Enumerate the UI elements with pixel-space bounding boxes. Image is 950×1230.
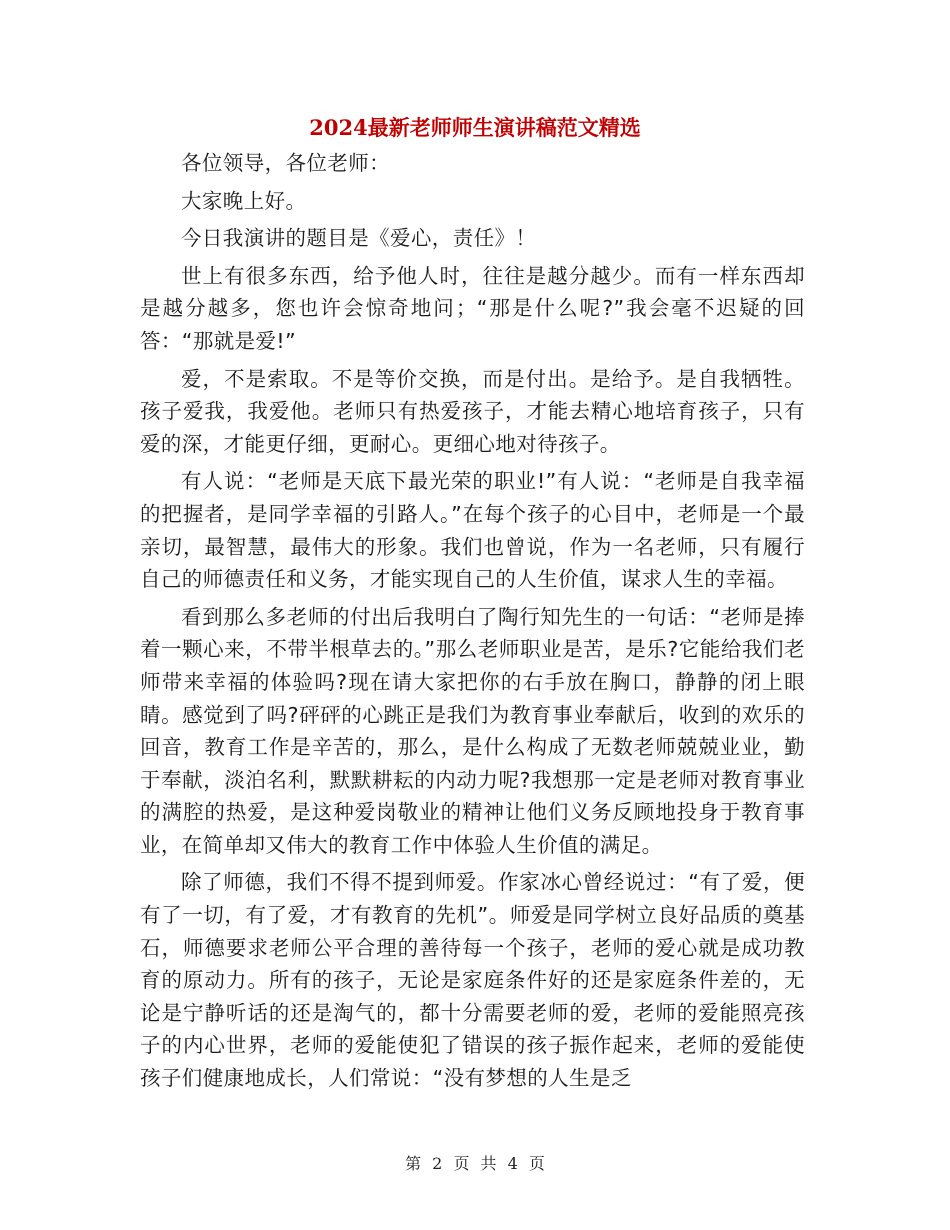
- paragraph: 爱，不是索取。不是等价交换，而是付出。是给予。是自我牺牲。孩子爱我，我爱他。老师只有热爱孩子，才能去精心地培育孩子，只有爱的深，才能更仔细，更耐心。更细心地对待孩子。: [140, 366, 805, 456]
- paragraph: 世上有很多东西，给予他人时，往往是越分越少。而有一样东西却是越分越多，您也许会惊奇地问；“那是什么呢?”我会毫不迟疑的回答：“那就是爱!”: [140, 263, 805, 353]
- document-body: [140, 147, 805, 1100]
- page-number-footer: 第 2 页 共 4 页: [405, 1154, 545, 1173]
- paragraph-salutation: 各位领导，各位老师：: [181, 151, 390, 175]
- paragraph: 除了师德，我们不得不提到师爱。作家冰心曾经说过：“有了爱，便有了一切，有了爱，才有教育的先机”。师爱是同学树立良好品质的奠基石，师德要求老师公平合理的善待每一个孩子，老师的爱心就是成功教育的原动力。所有的孩子，无论是家庭条件好的还是家庭条件差的，无论是宁静听话的还是淘气的，都十分需要老师的爱，老师的爱能照亮孩子的内心世界，老师的爱能使犯了错误的孩子振作起来，老师的爱能使孩子们健康地成长，人们常说：“没有梦想的人生是乏: [140, 870, 805, 1091]
- paragraph: 看到那么多老师的付出后我明白了陶行知先生的一句话：“老师是捧着一颗心来，不带半根草去的。”那么老师职业是苦，是乐?它能给我们老师带来幸福的体验吗?现在请大家把你的右手放在胸口，静静的闭上眼睛。感觉到了吗?砰砰的心跳正是我们为教育事业奉献后，收到的欢乐的回音，教育工作是辛苦的，那么，是什么构成了无数老师兢兢业业，勤于奉献，淡泊名利，默默耕耘的内动力呢?我想那一定是老师对教育事业的满腔的热爱，是这种爱岗敬业的精神让他们义务反顾地投身于教育事业，在简单却又伟大的教育工作中体验人生价值的满足。: [140, 604, 805, 857]
- paragraph: 有人说：“老师是天底下最光荣的职业!”有人说：“老师是自我幸福的把握者，是同学幸福的引路人。”在每个孩子的心目中，老师是一个最亲切，最智慧，最伟大的形象。我们也曾说，作为一名老师，只有履行自己的师德责任和义务，才能实现自己的人生价值，谋求人生的幸福。: [140, 469, 805, 592]
- paragraph-topic: 今日我演讲的题目是《爱心，责任》！: [181, 226, 537, 251]
- document-title: 2024最新老师师生演讲稿范文精选: [309, 115, 641, 140]
- paragraph-greeting: 大家晚上好。: [181, 188, 307, 213]
